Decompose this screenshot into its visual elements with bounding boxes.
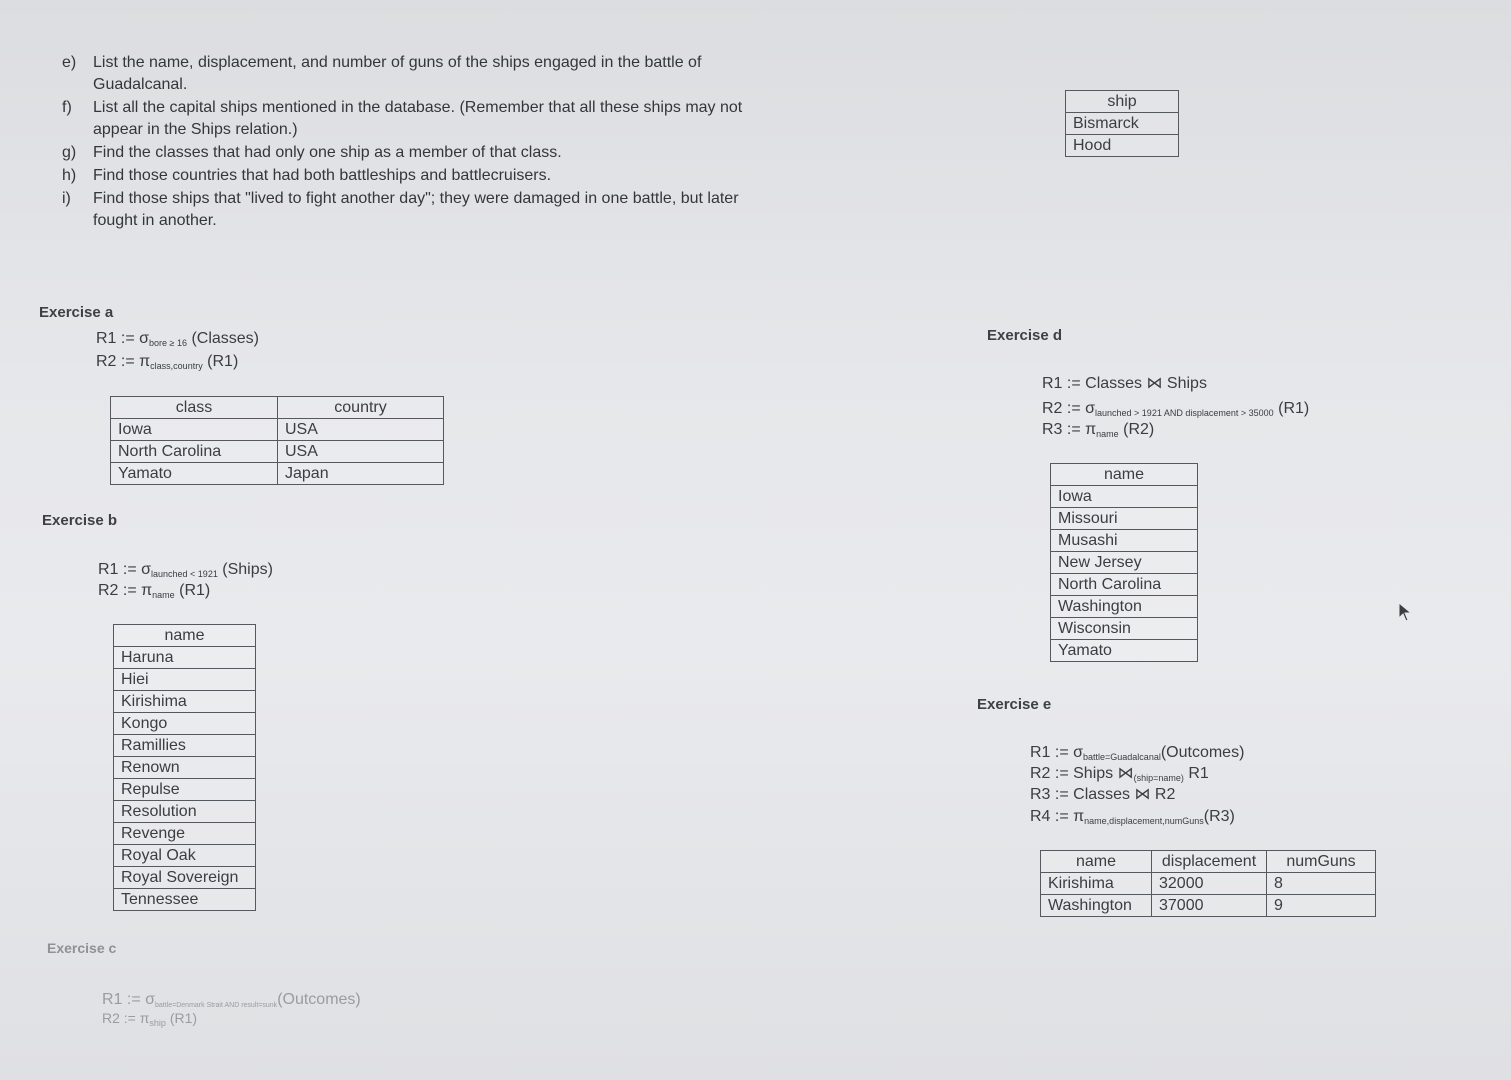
table-row: Renown [114,757,256,779]
exercise-d-expr-r3: R3 := $\pi_{name}$ (R2) [1042,421,1155,439]
exercise-a-expr-r1: R1 := $\sigma_{bore \ge 16}$ (Classes) [96,330,259,348]
exercise-d-expr-r2: R2 := $\sigma_{launched > 1921 AND displacement > 35000}$ (R1) [1042,400,1310,418]
exercise-e-title: Exercise e [977,696,1052,713]
table-row: Yamato [1051,640,1198,662]
exercise-a-table: class country Iowa USA North Carolina USA Yamato Japan [110,396,444,485]
exercise-d-title: Exercise d [987,327,1063,344]
exercise-a-expr-r2: R2 := $\pi_{class,country}$ (R1) [96,353,239,371]
table-row: Kirishima 32000 8 [1041,873,1376,895]
question-g: g) Find the classes that had only one ship as a member of that class. [62,144,562,161]
table-row: North Carolina USA [111,441,444,463]
table-row: Yamato Japan [111,463,444,485]
exercise-e-expr-r1: R1 := $\sigma_{battle=Guadalcanal}(Outcomes)$ [1030,744,1245,762]
exercise-e-expr-r2: R2 := Ships $⋈_{(ship=name)}$ R1 [1030,765,1209,783]
exercise-c-expr-r1: R1 := $\sigma_{battle=Denmark Strait AND result=sunk}(Outcomes)$ [102,991,361,1009]
table-row: Musashi [1051,530,1198,552]
exercise-b-expr-r2: R2 := $\pi_{name}$ (R1) [98,582,211,600]
table-row: Bismarck [1066,113,1179,135]
table-row: North Carolina [1051,574,1198,596]
question-h: h) Find those countries that had both battleships and battlecruisers. [62,167,552,184]
exercise-e-expr-r4: R4 := $\pi_{name,displacement,numGuns}(R3)$ [1030,808,1235,826]
exercise-a-title: Exercise a [39,304,114,321]
question-e: e) List the name, displacement, and number of guns of the ships engaged in the battle of Guadalcanal. [62,54,702,93]
table-row: Wisconsin [1051,618,1198,640]
table-row: Washington [1051,596,1198,618]
table-row: Revenge [114,823,256,845]
table-row: Repulse [114,779,256,801]
table-row: Tennessee [114,889,256,911]
table-row: New Jersey [1051,552,1198,574]
ship-table-header: ship [1066,91,1179,113]
exercise-e-table: name displacement numGuns Kirishima 32000 8 Washington 37000 9 [1040,850,1376,917]
question-i: i) Find those ships that "lived to fight another day"; they were damaged in one battle, but later fought in another. [62,190,739,229]
table-row: Royal Oak [114,845,256,867]
table-row: Kongo [114,713,256,735]
exercise-b-table: name Haruna Hiei Kirishima Kongo Ramillies Renown Repulse Resolution Revenge Royal Oak Royal Sovereign Tennessee [113,624,256,911]
mouse-pointer-icon [1398,602,1412,622]
table-row: Haruna [114,647,256,669]
exercise-c-expr-r2: R2 := $\pi_{ship}$ (R1) [102,1010,198,1028]
exercise-e-expr-r3: R3 := Classes ⋈ R2 [1030,786,1176,803]
exercise-c-title: Exercise c [47,940,117,956]
table-row: Royal Sovereign [114,867,256,889]
question-f: f) List all the capital ships mentioned in the database. (Remember that all these ships may not appear in the Ships relation.) [62,99,743,138]
ship-table [1065,90,1179,157]
table-row: Resolution [114,801,256,823]
table-row: Hiei [114,669,256,691]
table-row: Kirishima [114,691,256,713]
table-row: Iowa [1051,486,1198,508]
exercise-b-expr-r1: R1 := $\sigma_{launched < 1921}$ (Ships) [98,561,273,579]
exercise-b-title: Exercise b [42,512,118,529]
exercise-d-table: name Iowa Missouri Musashi New Jersey North Carolina Washington Wisconsin Yamato [1050,463,1198,662]
table-row: Ramillies [114,735,256,757]
question-list [62,52,782,233]
table-row: Washington 37000 9 [1041,895,1376,917]
table-row: Iowa USA [111,419,444,441]
table-row: Hood [1066,135,1179,157]
table-row: Missouri [1051,508,1198,530]
exercise-d-expr-r1: R1 := Classes ⋈ Ships [1042,375,1207,392]
